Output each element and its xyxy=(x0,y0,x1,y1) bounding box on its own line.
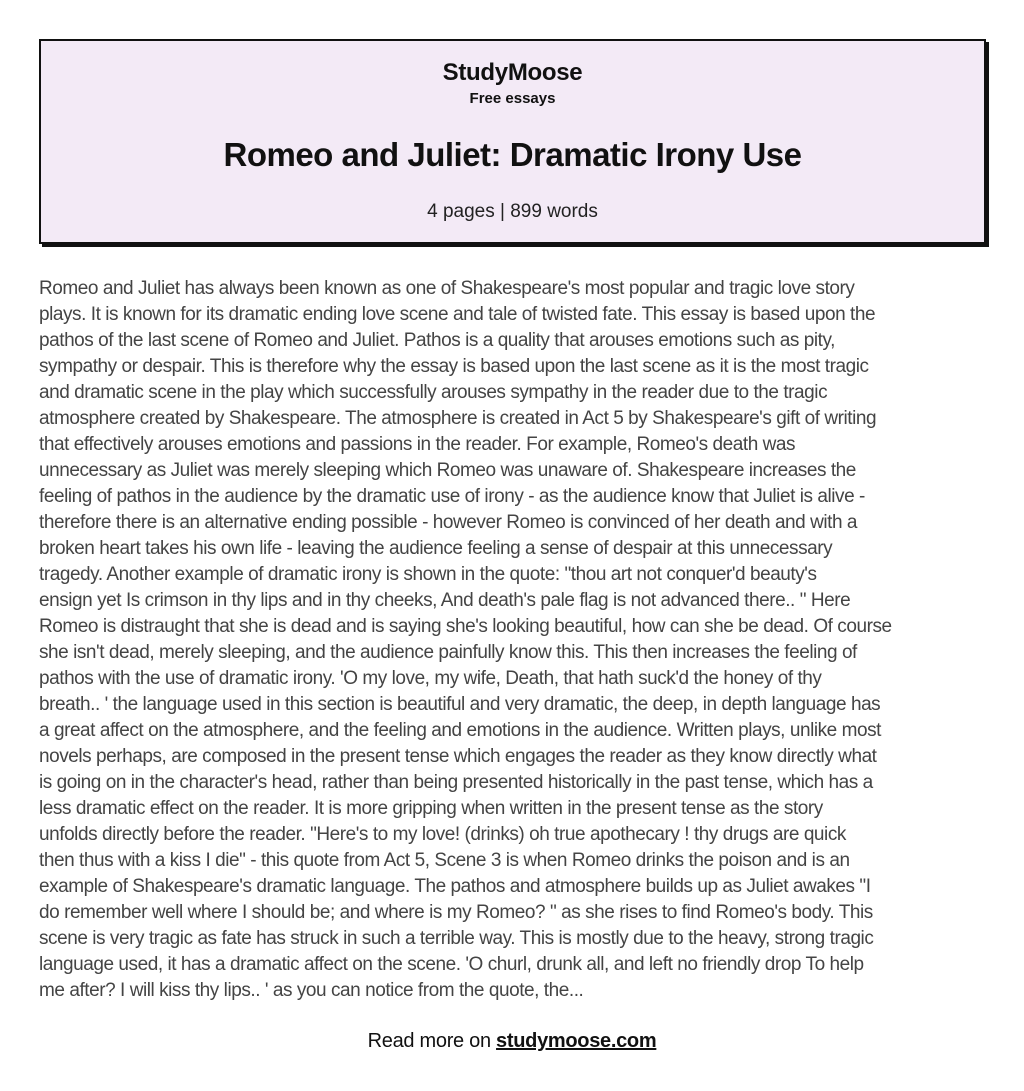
essay-line: tragedy. Another example of dramatic irony is shown in the quote: "thou art not conquer'd beauty's xyxy=(39,564,817,585)
essay-line: she isn't dead, merely sleeping, and the audience painfully know this. This then increases the feeling of xyxy=(39,642,857,663)
read-more-label: Read more on xyxy=(367,1030,497,1052)
essay-line: plays. It is known for its dramatic ending love scene and tale of twisted fate. This essay is based upon the xyxy=(39,304,876,325)
studymoose-link[interactable]: studymoose.com xyxy=(496,1030,657,1052)
read-more xyxy=(0,1030,1024,1053)
essay-line: a great affect on the atmosphere, and the feeling and emotions in the audience. Written plays, unlike most xyxy=(39,720,881,741)
essay-line: then thus with a kiss I die" - this quote from Act 5, Scene 3 is when Romeo drinks the poison and is an xyxy=(39,850,850,871)
essay-line: Romeo is distraught that she is dead and is saying she's looking beautiful, how can she be dead. Of course xyxy=(39,616,892,637)
page-title: Romeo and Juliet: Dramatic Irony Use xyxy=(223,136,802,173)
essay-line: Romeo and Juliet has always been known as one of Shakespeare's most popular and tragic love story xyxy=(39,278,855,299)
essay-line: broken heart takes his own life - leaving the audience feeling a sense of despair at this unnecessary xyxy=(39,538,833,559)
essay-line: atmosphere created by Shakespeare. The atmosphere is created in Act 5 by Shakespeare's gift of writing xyxy=(39,408,877,429)
essay-header xyxy=(39,39,986,244)
essay-line: pathos of the last scene of Romeo and Juliet. Pathos is a quality that arouses emotions such as pity, xyxy=(39,330,835,351)
essay-line: breath.. ' the language used in this section is beautiful and very dramatic, the deep, in depth language has xyxy=(39,694,881,715)
essay-line: ensign yet Is crimson in thy lips and in thy cheeks, And death's pale flag is not advanced there.. " Here xyxy=(39,590,851,611)
essay-line: unnecessary as Juliet was merely sleeping which Romeo was unaware of. Shakespeare increases the xyxy=(39,460,856,481)
brand-logo: StudyMoose xyxy=(442,59,583,86)
essay-line: less dramatic effect on the reader. It is more gripping when written in the present tense as the story xyxy=(39,798,823,819)
essay-line: me after? I will kiss thy lips.. ' as you can notice from the quote, the... xyxy=(39,980,584,1001)
essay-line: that effectively arouses emotions and passions in the reader. For example, Romeo's death was xyxy=(39,434,796,455)
essay-meta: 4 pages | 899 words xyxy=(427,201,598,222)
essay-line: unfolds directly before the reader. "Here's to my love! (drinks) oh true apothecary ! thy drugs are quick xyxy=(39,824,846,845)
essay-line: sympathy or despair. This is therefore why the essay is based upon the last scene as it is the most tragic xyxy=(39,356,869,377)
essay-line: do remember well where I should be; and where is my Romeo? " as she rises to find Romeo's body. This xyxy=(39,902,873,923)
essay-body xyxy=(39,276,999,1004)
essay-line: scene is very tragic as fate has struck in such a terrible way. This is mostly due to the heavy, strong tragic xyxy=(39,928,874,949)
brand-tagline: Free essays xyxy=(469,90,556,107)
essay-line: pathos with the use of dramatic irony. 'O my love, my wife, Death, that hath suck'd the honey of thy xyxy=(39,668,822,689)
essay-line: example of Shakespeare's dramatic language. The pathos and atmosphere builds up as Juliet awakes "I xyxy=(39,876,871,897)
essay-line: novels perhaps, are composed in the present tense which engages the reader as they know directly what xyxy=(39,746,877,767)
essay-line: and dramatic scene in the play which successfully arouses sympathy in the reader due to the tragic xyxy=(39,382,828,403)
essay-line: language used, it has a dramatic affect on the scene. 'O churl, drunk all, and left no friendly drop To help xyxy=(39,954,864,975)
essay-line: is going on in the character's head, rather than being presented historically in the past tense, which has a xyxy=(39,772,873,793)
essay-line: feeling of pathos in the audience by the dramatic use of irony - as the audience know that Juliet is alive - xyxy=(39,486,865,507)
essay-line: therefore there is an alternative ending possible - however Romeo is convinced of her death and with a xyxy=(39,512,858,533)
